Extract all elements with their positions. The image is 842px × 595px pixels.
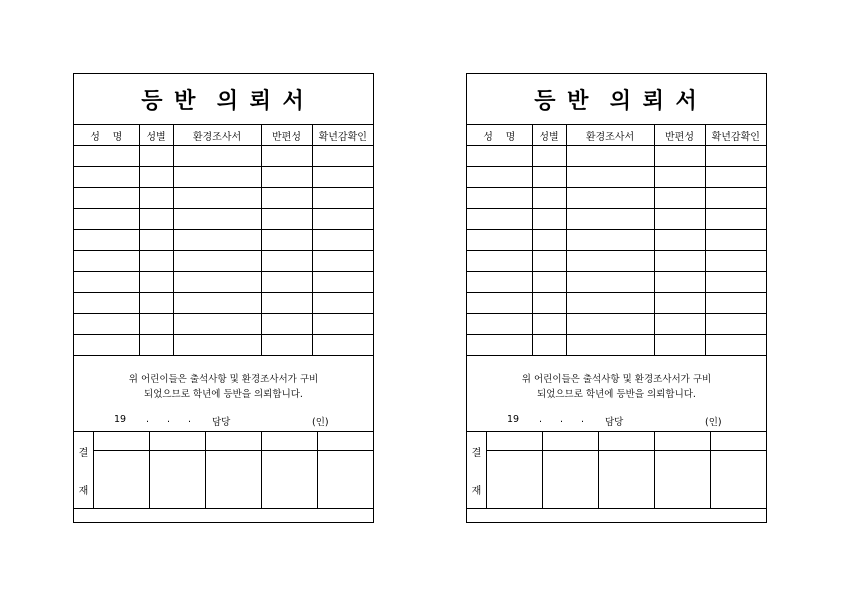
table-cell[interactable] [467, 209, 532, 230]
table-cell[interactable] [173, 314, 261, 335]
approval-label [467, 432, 487, 508]
table-cell[interactable] [139, 188, 173, 209]
approval-char-1: 결 [78, 448, 89, 459]
approval-signature-box[interactable] [94, 432, 150, 508]
notice-line-1: 위 어린이들은 출석사항 및 환경조사서가 구비 [128, 374, 319, 385]
approval-title-box[interactable] [599, 432, 654, 451]
approval-title-box[interactable] [655, 432, 710, 451]
table-cell[interactable] [261, 335, 312, 356]
table-cell[interactable] [312, 251, 373, 272]
table-cell[interactable] [261, 230, 312, 251]
table-cell[interactable] [312, 335, 373, 356]
table-row [74, 335, 373, 356]
transfer-request-form-left [73, 73, 374, 523]
date-year: 19 [507, 414, 520, 425]
approval-title-box[interactable] [543, 432, 598, 451]
table-cell[interactable] [74, 209, 139, 230]
table-cell[interactable] [705, 335, 766, 356]
table-cell[interactable] [566, 251, 654, 272]
col-survey: 환경조사서 [566, 125, 654, 146]
form-title: 등 반 의 뢰 서 [74, 74, 373, 125]
approval-signature-box[interactable] [543, 432, 599, 508]
approval-title-box[interactable] [318, 432, 373, 451]
col-confirm: 확년감확인 [312, 125, 373, 146]
table-row [467, 293, 766, 314]
table-cell[interactable] [532, 335, 566, 356]
table-row [467, 146, 766, 167]
date-year: 19 [114, 414, 127, 425]
date-sep-3: . [581, 414, 585, 425]
table-cell[interactable] [566, 209, 654, 230]
table-cell[interactable] [467, 335, 532, 356]
table-cell[interactable] [261, 272, 312, 293]
table-row [74, 209, 373, 230]
table-cell[interactable] [705, 314, 766, 335]
seal-label: (인) [705, 417, 722, 428]
table-cell[interactable] [139, 167, 173, 188]
col-survey: 환경조사서 [173, 125, 261, 146]
footer-strip [74, 509, 373, 521]
table-row [74, 251, 373, 272]
table-cell[interactable] [654, 335, 705, 356]
table-cell[interactable] [173, 293, 261, 314]
table-cell[interactable] [705, 146, 766, 167]
table-cell[interactable] [173, 272, 261, 293]
col-confirm: 확년감확인 [705, 125, 766, 146]
table-cell[interactable] [705, 272, 766, 293]
col-class: 반편성 [654, 125, 705, 146]
col-name: 성 명 [467, 125, 532, 146]
table-cell[interactable] [74, 167, 139, 188]
date-sep-3: . [188, 414, 192, 425]
table-cell[interactable] [139, 209, 173, 230]
table-cell[interactable] [74, 272, 139, 293]
table-row [467, 314, 766, 335]
table-cell[interactable] [467, 251, 532, 272]
table-row [467, 251, 766, 272]
manager-label: 담당 [605, 417, 624, 428]
table-cell[interactable] [312, 209, 373, 230]
table-cell[interactable] [566, 293, 654, 314]
footer-strip [467, 509, 766, 521]
approval-signature-box[interactable] [262, 432, 318, 508]
table-cell[interactable] [532, 188, 566, 209]
table-cell[interactable] [532, 230, 566, 251]
approval-label [74, 432, 94, 508]
table-cell[interactable] [705, 188, 766, 209]
table-cell[interactable] [139, 335, 173, 356]
approval-title-box[interactable] [487, 432, 542, 451]
table-cell[interactable] [312, 167, 373, 188]
notice-line-2: 되었으므로 학년에 등반을 의뢰합니다. [144, 389, 303, 400]
table-cell[interactable] [566, 146, 654, 167]
table-cell[interactable] [173, 167, 261, 188]
transfer-request-form-right [466, 73, 767, 523]
table-cell[interactable] [705, 230, 766, 251]
table-cell[interactable] [261, 188, 312, 209]
table-cell[interactable] [173, 146, 261, 167]
approval-signature-box[interactable] [150, 432, 206, 508]
form-title: 등 반 의 뢰 서 [467, 74, 766, 125]
approval-title-box[interactable] [206, 432, 261, 451]
date-sep-2: . [560, 414, 564, 425]
table-cell[interactable] [173, 335, 261, 356]
table-cell[interactable] [261, 146, 312, 167]
table-cell[interactable] [654, 167, 705, 188]
table-cell[interactable] [173, 209, 261, 230]
student-table [74, 125, 373, 356]
notice-section [467, 356, 766, 432]
approval-char-2: 재 [471, 486, 482, 497]
table-cell[interactable] [566, 335, 654, 356]
table-cell[interactable] [173, 251, 261, 272]
table-cell[interactable] [467, 188, 532, 209]
table-row [74, 272, 373, 293]
table-cell[interactable] [74, 293, 139, 314]
table-cell[interactable] [139, 146, 173, 167]
table-header-row [467, 125, 766, 146]
table-cell[interactable] [74, 230, 139, 251]
table-cell[interactable] [312, 188, 373, 209]
date-sep-1: . [539, 414, 543, 425]
approval-signature-box[interactable] [318, 432, 373, 508]
table-cell[interactable] [654, 188, 705, 209]
table-cell[interactable] [705, 251, 766, 272]
approval-signature-box[interactable] [487, 432, 543, 508]
table-cell[interactable] [74, 188, 139, 209]
approval-title-box[interactable] [711, 432, 766, 451]
table-cell[interactable] [467, 167, 532, 188]
col-name: 성 명 [74, 125, 139, 146]
table-cell[interactable] [139, 314, 173, 335]
table-row [74, 167, 373, 188]
col-class: 반편성 [261, 125, 312, 146]
approval-char-1: 결 [471, 448, 482, 459]
table-cell[interactable] [654, 230, 705, 251]
table-cell[interactable] [654, 293, 705, 314]
table-cell[interactable] [74, 314, 139, 335]
table-cell[interactable] [532, 272, 566, 293]
approval-title-box[interactable] [262, 432, 317, 451]
table-header-row [74, 125, 373, 146]
date-sep-2: . [167, 414, 171, 425]
table-cell[interactable] [467, 146, 532, 167]
table-cell[interactable] [566, 230, 654, 251]
table-cell[interactable] [261, 167, 312, 188]
table-cell[interactable] [261, 251, 312, 272]
approval-title-box[interactable] [94, 432, 149, 451]
table-row [467, 167, 766, 188]
table-row [74, 314, 373, 335]
table-cell[interactable] [532, 146, 566, 167]
approval-signature-box[interactable] [206, 432, 262, 508]
date-sep-1: . [146, 414, 150, 425]
table-cell[interactable] [139, 251, 173, 272]
table-row [74, 230, 373, 251]
student-table [467, 125, 766, 356]
manager-label: 담당 [212, 417, 231, 428]
approval-title-box[interactable] [150, 432, 205, 451]
table-cell[interactable] [654, 209, 705, 230]
seal-label: (인) [312, 417, 329, 428]
table-cell[interactable] [566, 167, 654, 188]
table-cell[interactable] [261, 209, 312, 230]
table-cell[interactable] [312, 293, 373, 314]
table-cell[interactable] [654, 146, 705, 167]
table-row [467, 230, 766, 251]
table-cell[interactable] [566, 188, 654, 209]
table-cell[interactable] [173, 230, 261, 251]
approval-section [467, 432, 766, 509]
table-cell[interactable] [173, 188, 261, 209]
table-cell[interactable] [74, 146, 139, 167]
table-cell[interactable] [532, 167, 566, 188]
table-cell[interactable] [467, 230, 532, 251]
col-gender: 성별 [139, 125, 173, 146]
table-cell[interactable] [532, 209, 566, 230]
table-row [467, 188, 766, 209]
notice-line-2: 되었으므로 학년에 등반을 의뢰합니다. [537, 389, 696, 400]
table-cell[interactable] [139, 230, 173, 251]
table-cell[interactable] [312, 314, 373, 335]
table-cell[interactable] [139, 272, 173, 293]
table-cell[interactable] [705, 209, 766, 230]
table-cell[interactable] [705, 293, 766, 314]
table-cell[interactable] [654, 272, 705, 293]
table-cell[interactable] [566, 314, 654, 335]
table-cell[interactable] [312, 230, 373, 251]
table-cell[interactable] [312, 272, 373, 293]
table-cell[interactable] [74, 335, 139, 356]
table-row [467, 272, 766, 293]
table-cell[interactable] [532, 314, 566, 335]
table-cell[interactable] [74, 251, 139, 272]
table-cell[interactable] [532, 293, 566, 314]
col-gender: 성별 [532, 125, 566, 146]
table-row [74, 293, 373, 314]
approval-char-2: 재 [78, 486, 89, 497]
approval-signature-box[interactable] [711, 432, 766, 508]
table-cell[interactable] [261, 314, 312, 335]
table-cell[interactable] [654, 314, 705, 335]
table-cell[interactable] [312, 146, 373, 167]
table-cell[interactable] [654, 251, 705, 272]
table-row [74, 146, 373, 167]
table-row [467, 335, 766, 356]
table-row [467, 209, 766, 230]
table-row [74, 188, 373, 209]
table-cell[interactable] [566, 272, 654, 293]
table-cell[interactable] [467, 314, 532, 335]
table-cell[interactable] [467, 293, 532, 314]
table-cell[interactable] [705, 167, 766, 188]
notice-section [74, 356, 373, 432]
table-cell[interactable] [467, 272, 532, 293]
notice-line-1: 위 어린이들은 출석사항 및 환경조사서가 구비 [521, 374, 712, 385]
approval-signature-box[interactable] [599, 432, 655, 508]
table-cell[interactable] [261, 293, 312, 314]
table-cell[interactable] [532, 251, 566, 272]
approval-signature-box[interactable] [655, 432, 711, 508]
table-cell[interactable] [139, 293, 173, 314]
approval-section [74, 432, 373, 509]
